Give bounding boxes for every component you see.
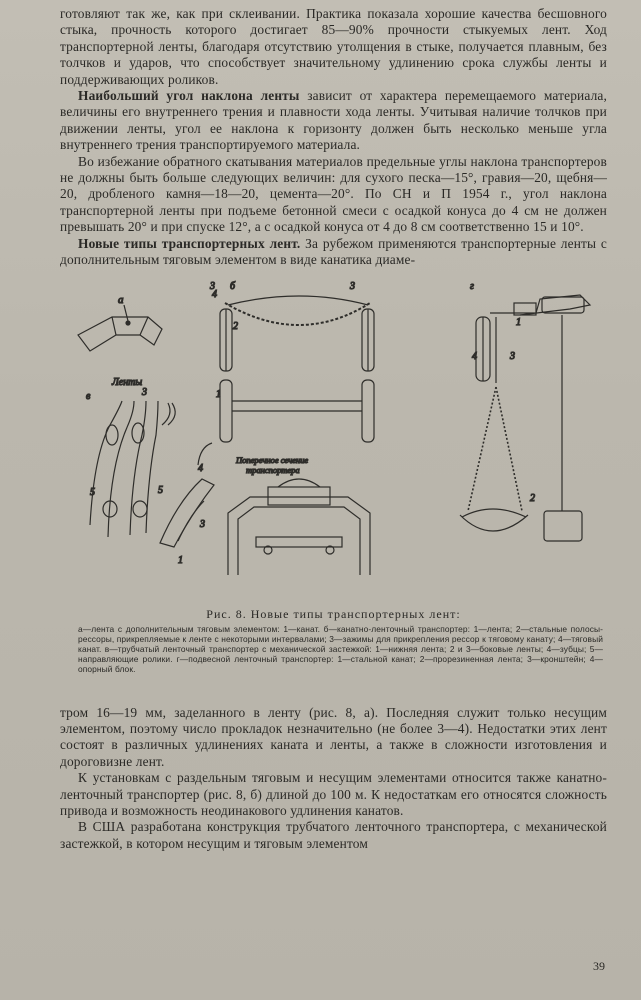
label-g: г — [470, 280, 474, 292]
paragraph-2-text: зависит от характера перемещаемого материала, величины его внутреннего трения и плавности хода ленты. Учитывая наличие толчков при движении ленты, угол ее наклона к горизонту должен быть несколько меньше угла внутреннего трения транспортируемого материала. — [60, 88, 607, 153]
label-v-3: 3 — [142, 386, 147, 398]
label-v: в — [86, 390, 91, 402]
paragraph-6: К установкам с раздельным тяговым и несущим элементами относится также канатно-ленточный транспортер (рис. 8, б) длиной до 100 м. К недостаткам его относятся сложность привода и возможность неодинакового удлинения канатов. — [60, 770, 607, 818]
label-a: а — [118, 293, 124, 306]
label-b-2: 2 — [233, 320, 238, 332]
label-v-3-tube: 3 — [200, 518, 205, 530]
diagram-v — [86, 377, 214, 566]
label-section-1: Поперечное сечение — [236, 454, 309, 465]
label-b-1: 1 — [216, 388, 221, 400]
paragraph-5: тром 16—19 мм, заделанного в ленту (рис. 8, а). Последняя служит только несущим элементом, поэтому число прокладок незначительно (не более 3—4). Недостатки этих лент состоят в различных удлинениях каната и ленты, а также в сложности изготовления и дороговизне лент. — [60, 704, 607, 769]
paragraph-4 — [60, 236, 607, 269]
label-v-5-right: 5 — [158, 484, 163, 496]
label-b-3: 3 — [210, 280, 215, 292]
label-v-4: 4 — [198, 462, 203, 474]
label-section-2: транспортера — [246, 464, 300, 475]
paragraph-2 — [60, 88, 607, 154]
label-g-4: 4 — [472, 350, 477, 362]
figure-8-drawing — [50, 275, 610, 605]
diagram-b — [209, 281, 374, 442]
diagram-section — [228, 455, 370, 575]
label-v-5-left: 5 — [90, 486, 95, 498]
label-g-1: 1 — [516, 316, 521, 328]
diagram-a — [78, 294, 162, 351]
label-b-4: 4 — [212, 288, 217, 300]
figure-caption: а—лента с дополнительным тяговым элементом: 1—канат. б—канатно-ленточный транспортер: 1—лента; 2—стальные полосы-рессоры, прикрепляемые к ленте с некоторыми интервалами; 3—зажимы для прикрепления рессор к тяговому канату; 4—тяговый канат. в—трубчатый ленточный транспортер с механической застежкой: 1—нижняя лента; 2 и 3—боковые ленты; 4—зубцы; 5—направляющие ролики. г—подвесной ленточный транспортер: 1—стальной канат; 2—прорезиненная лента; 3—кронштейн; 4—опорный блок. — [78, 623, 603, 675]
page-number: 39 — [593, 959, 605, 973]
paragraph-7: В США разработана конструкция трубчатого ленточного транспортера, с механической застежкой, в котором несущим и тяговым элементом — [60, 819, 607, 851]
label-g-3: 3 — [510, 350, 515, 362]
figure-8 — [60, 275, 607, 605]
label-lenty: Ленты — [112, 376, 143, 388]
paragraph-3: Во избежание обратного скатывания материалов предельные углы наклона транспортеров не должны быть больше следующих величин: для сухого песка—15°, гравия—20, щебня—20, дробленого камня—18—20, цемента—20°. По СН и П 1954 г., угол наклона транспортерной ленты при подъеме бетонной смеси с осадкой конуса до 4 см не должен превышать 20° и при спуске 12°, а с осадкой конуса от 4 до 8 см соответственно 15 и 10°. — [60, 153, 607, 235]
label-b: б — [230, 280, 236, 292]
label-b-3-right: 3 — [350, 280, 355, 292]
paragraph-1: готовляют так же, как при склеивании. Практика показала хорошие качества бесшовного стыка, прочность которого достигает 85—90% прочности стыкуемых лент. Ход транспортерной ленты, благодаря отсутствию утолщения в стыке, получается плавным, без толчков и ударов, что способствует значительному удлинению срока службы ленты и поддерживающих роликов. — [60, 6, 607, 87]
label-g-2: 2 — [530, 492, 535, 504]
label-v-1: 1 — [178, 554, 183, 566]
paragraph-4-heading: Новые типы транспортерных лент. — [78, 235, 301, 251]
paragraph-4-text: За рубежом применяются транспортерные ленты с дополнительным тяговым элементом в виде канатика диаме- — [60, 235, 607, 268]
figure-caption-title: Рис. 8. Новые типы транспортерных лент: — [206, 606, 461, 621]
diagram-g — [460, 281, 590, 541]
paragraph-2-heading: Наибольший угол наклона ленты — [78, 88, 300, 104]
